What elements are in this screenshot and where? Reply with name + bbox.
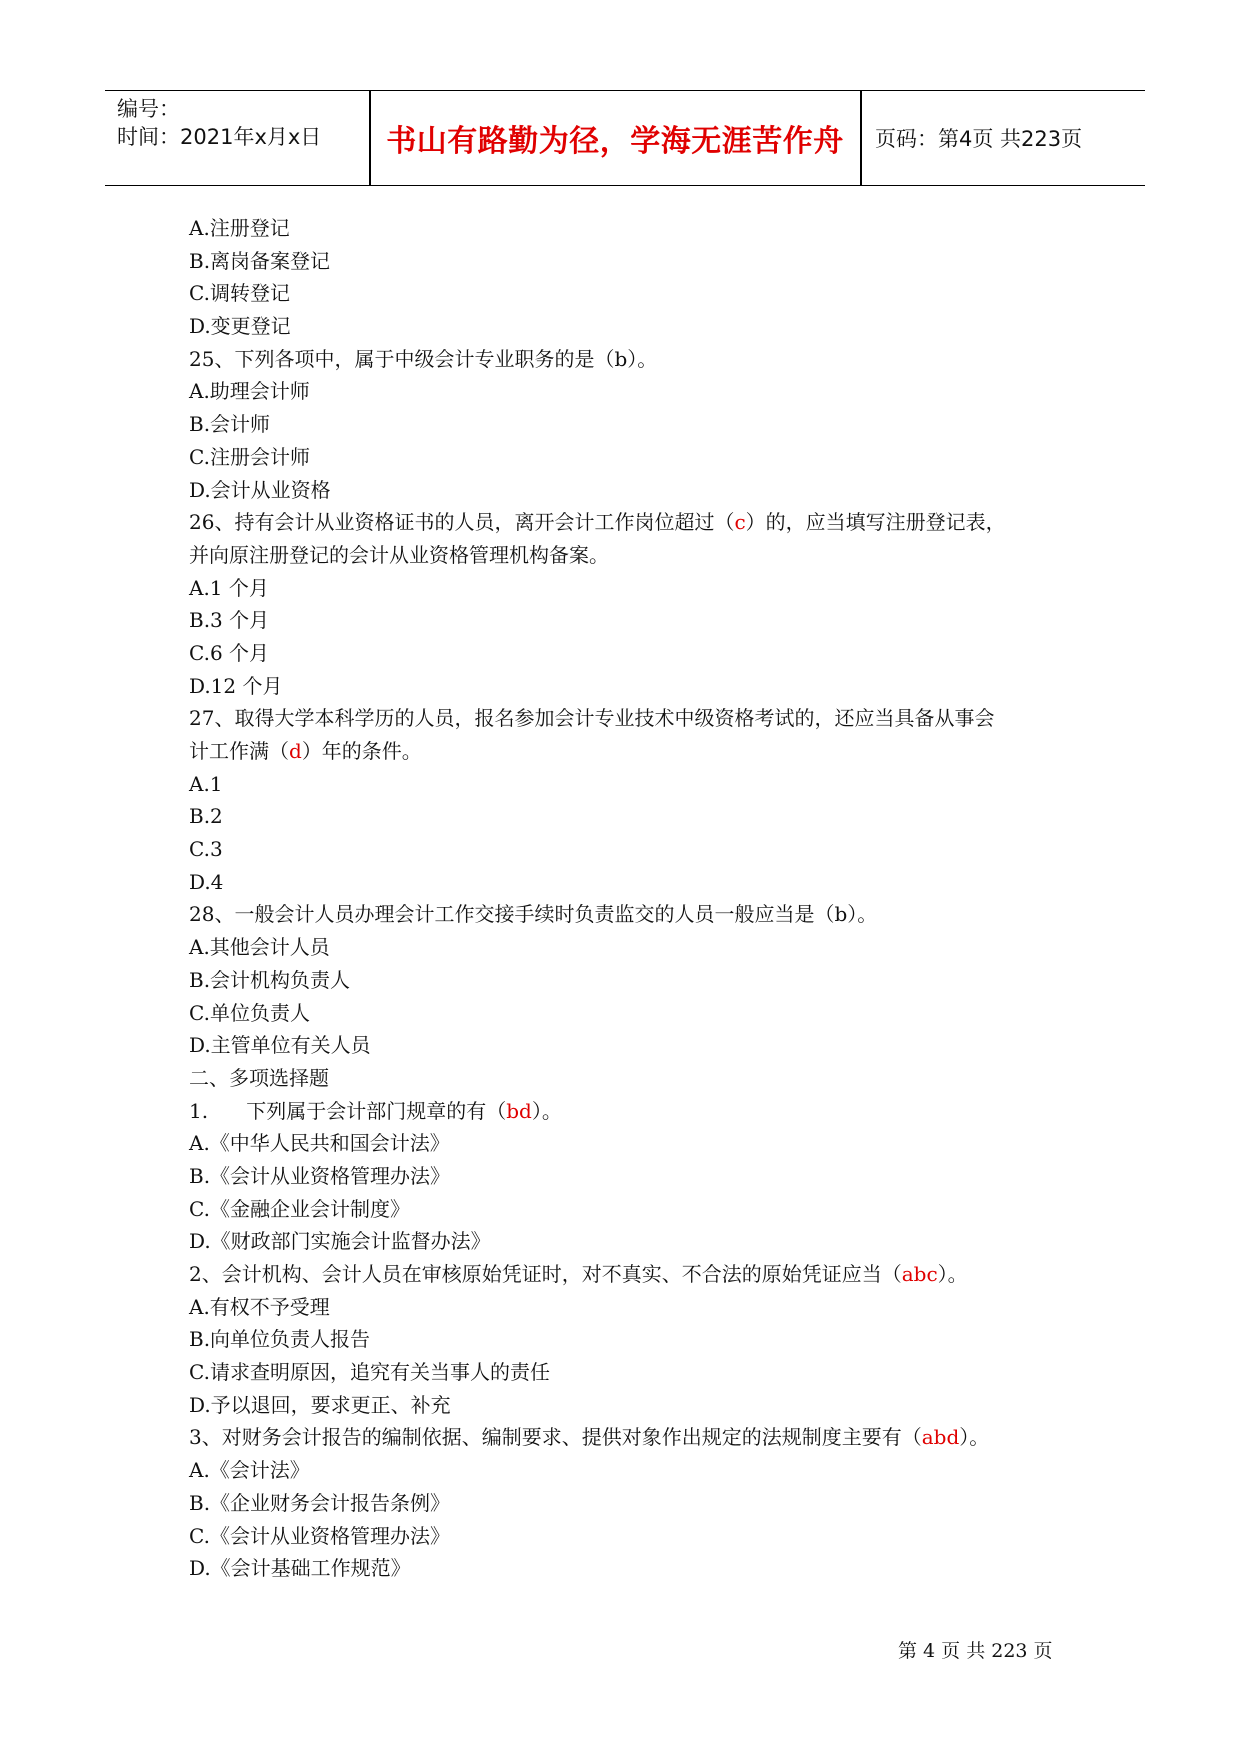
text-line: [189, 1520, 1069, 1553]
header-meta: [117, 91, 367, 185]
text-line: [189, 343, 1069, 376]
line-text: ）。: [531, 1098, 562, 1123]
text-line: [189, 1127, 1069, 1160]
text-line: [189, 474, 1069, 507]
line-text: D.会计从业资格: [189, 477, 331, 502]
line-text: D.《会计基础工作规范》: [189, 1556, 411, 1581]
number-label: 编号：: [117, 97, 180, 121]
line-text: B.《会计从业资格管理办法》: [189, 1163, 451, 1188]
text-line: [189, 1291, 1069, 1324]
text-line: [189, 1421, 1069, 1454]
line-text: 2、会计机构、会计人员在审核原始凭证时，对不真实、不合法的原始凭证应当（: [189, 1262, 902, 1286]
text-line: [189, 441, 1069, 474]
line-text: 二、多项选择题: [189, 1065, 329, 1090]
line-text: B.向单位负责人报告: [189, 1327, 371, 1352]
header-page-info: 页码：第4页 共223页: [875, 127, 1083, 151]
line-text: C.6 个月: [189, 640, 270, 665]
line-text: B.会计机构负责人: [189, 967, 351, 992]
line-text: 26、持有会计从业资格证书的人员，离开会计工作岗位超过（: [189, 510, 735, 535]
line-text: A.《中华人民共和国会计法》: [189, 1131, 450, 1156]
line-text: A.有权不予受理: [189, 1294, 330, 1319]
line-text: B.2: [189, 804, 223, 829]
time-label: 时间：2021年x月x日: [117, 125, 322, 149]
line-text: 3、对财务会计报告的编制依据、编制要求、提供对象作出规定的法规制度主要有（: [189, 1425, 922, 1450]
text-line: [189, 1356, 1069, 1389]
line-text: ）的，应当填写注册登记表，: [745, 510, 1006, 535]
text-line: [189, 1389, 1069, 1422]
text-line: [189, 1062, 1069, 1095]
line-text: B.会计师: [189, 412, 271, 437]
answer-text: c: [734, 510, 746, 535]
line-text: C.《会计从业资格管理办法》: [189, 1523, 450, 1548]
text-line: [189, 506, 1069, 539]
text-line: [189, 898, 1069, 931]
line-text: C.单位负责人: [189, 1000, 310, 1025]
text-line: [189, 800, 1069, 833]
line-text: 并向原注册登记的会计从业资格管理机构备案。: [189, 542, 609, 567]
text-line: [189, 1160, 1069, 1193]
text-line: [189, 931, 1069, 964]
answer-text: abc: [901, 1262, 938, 1286]
text-line: [189, 735, 1069, 768]
text-line: [189, 212, 1069, 245]
line-text: C.调转登记: [189, 281, 290, 306]
line-text: 1. 下列属于会计部门规章的有（: [189, 1098, 507, 1123]
line-text: C.《金融企业会计制度》: [189, 1196, 410, 1221]
line-text: A.注册登记: [189, 216, 290, 240]
line-text: A.《会计法》: [189, 1458, 310, 1483]
line-text: ）。: [937, 1262, 968, 1286]
text-line: [189, 572, 1069, 605]
text-line: [189, 375, 1069, 408]
line-text: D.予以退回，要求更正、补充: [189, 1392, 451, 1417]
text-line: [189, 1258, 1069, 1291]
line-text: D.4: [189, 869, 224, 894]
text-line: [189, 277, 1069, 310]
page-footer: 第 4 页 共 223 页: [898, 1640, 1053, 1662]
text-line: [189, 1029, 1069, 1062]
text-line: [189, 1454, 1069, 1487]
text-line: [189, 1552, 1069, 1585]
text-line: [189, 1323, 1069, 1356]
text-line: [189, 866, 1069, 899]
text-line: [189, 637, 1069, 670]
line-text: 28、一般会计人员办理会计工作交接手续时负责监交的人员一般应当是（b）。: [189, 902, 878, 927]
line-text: C.注册会计师: [189, 444, 310, 469]
line-text: A.1: [189, 771, 223, 796]
text-line: [189, 539, 1069, 572]
line-text: ）。: [959, 1425, 990, 1450]
text-line: [189, 604, 1069, 637]
text-line: [189, 310, 1069, 343]
line-text: D.《财政部门实施会计监督办法》: [189, 1229, 491, 1254]
text-line: [189, 768, 1069, 801]
line-text: ）年的条件。: [301, 739, 422, 763]
line-text: D.12 个月: [189, 673, 283, 698]
line-text: B.离岗备案登记: [189, 248, 331, 273]
document-body: [189, 212, 1069, 1585]
text-line: [189, 1487, 1069, 1520]
text-line: [189, 997, 1069, 1030]
text-line: [189, 964, 1069, 997]
text-line: [189, 833, 1069, 866]
line-text: C.请求查明原因，追究有关当事人的责任: [189, 1360, 550, 1385]
answer-text: bd: [506, 1098, 532, 1123]
line-text: A.1 个月: [189, 575, 269, 600]
line-text: D.变更登记: [189, 314, 291, 339]
text-line: [189, 245, 1069, 278]
line-text: B.3 个月: [189, 608, 270, 633]
page-header: [105, 90, 1145, 186]
header-motto: 书山有路勤为径，学海无涯苦作舟: [386, 124, 844, 159]
line-text: B.《企业财务会计报告条例》: [189, 1490, 451, 1515]
answer-text: d: [289, 739, 302, 763]
line-text: 27、取得大学本科学历的人员，报名参加会计专业技术中级资格考试的，还应当具备从事会: [189, 706, 995, 731]
line-text: 25、下列各项中，属于中级会计专业职务的是（b）。: [189, 346, 658, 371]
text-line: [189, 1095, 1069, 1128]
line-text: C.3: [189, 837, 223, 862]
line-text: D.主管单位有关人员: [189, 1033, 371, 1058]
text-line: [189, 408, 1069, 441]
header-divider: [860, 91, 862, 185]
text-line: [189, 670, 1069, 703]
text-line: [189, 1225, 1069, 1258]
line-text: A.其他会计人员: [189, 935, 330, 960]
answer-text: abd: [921, 1425, 960, 1450]
line-text: 计工作满（: [189, 739, 289, 763]
line-text: A.助理会计师: [189, 379, 310, 404]
text-line: [189, 702, 1069, 735]
text-line: [189, 1193, 1069, 1226]
